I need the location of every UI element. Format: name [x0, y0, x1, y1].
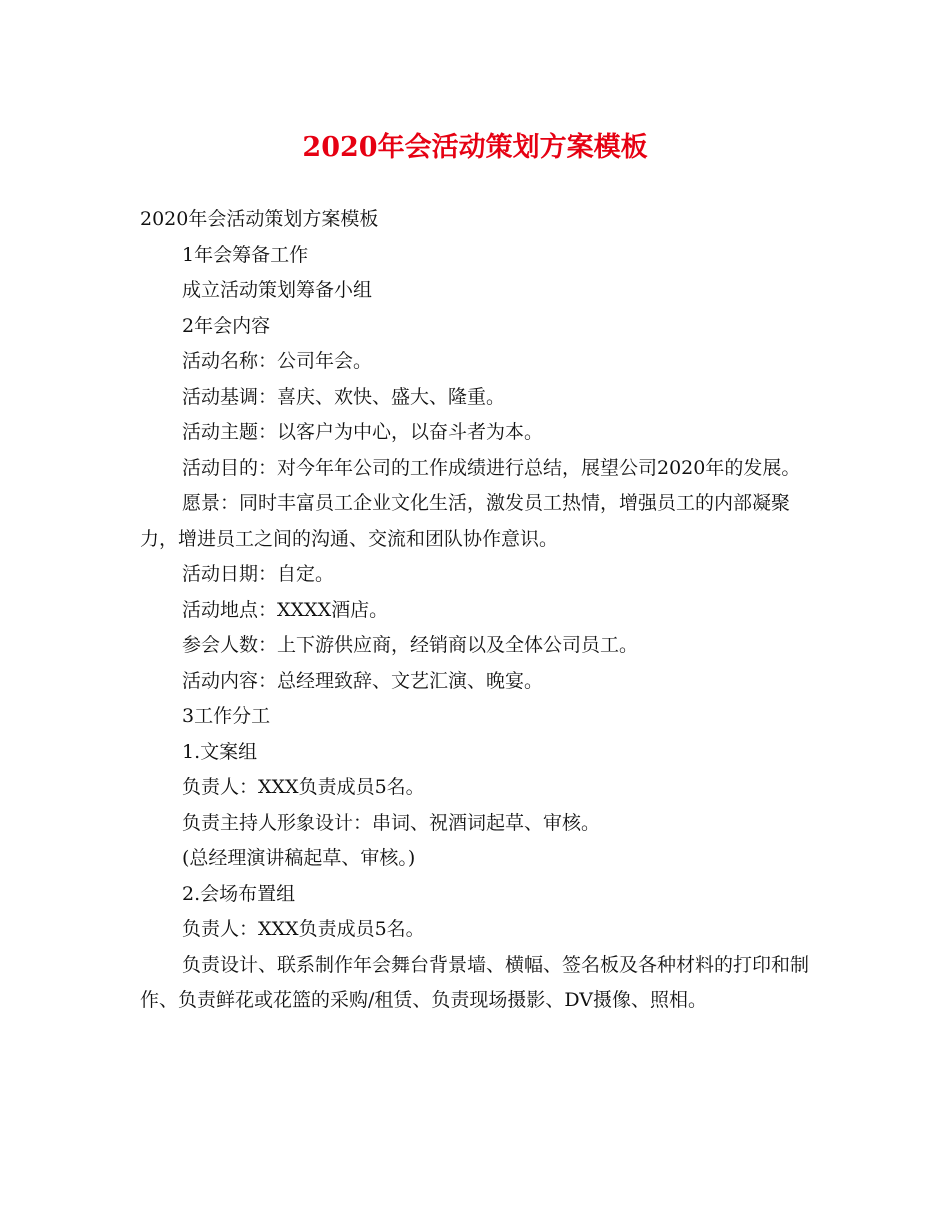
paragraph: 愿景：同时丰富员工企业文化生活，激发员工热情，增强员工的内部凝聚力，增进员工之间的沟通、交流和团队协作意识。: [140, 492, 791, 550]
paragraph: 负责人：XXX负责成员5名。: [182, 776, 425, 798]
paragraph: 活动基调：喜庆、欢快、盛大、隆重。: [182, 385, 506, 408]
paragraph: 2020年会活动策划方案模板: [140, 208, 379, 230]
paragraph: 1年会筹备工作: [182, 243, 309, 266]
paragraph: 2年会内容: [182, 314, 271, 337]
paragraph: 活动名称：公司年会。: [182, 350, 373, 372]
paragraph: 活动主题：以客户为中心，以奋斗者为本。: [182, 421, 544, 443]
paragraph: 负责设计、联系制作年会舞台背景墙、横幅、签名板及各种材料的打印和制作、负责鲜花或花篮的采购/租赁、负责现场摄影、DV摄像、照相。: [140, 953, 810, 1011]
paragraph: 成立活动策划筹备小组: [182, 279, 373, 301]
paragraph: 负责主持人形象设计：串词、祝酒词起草、审核。: [182, 811, 601, 834]
paragraph: 活动内容：总经理致辞、文艺汇演、晚宴。: [182, 669, 544, 692]
paragraph: 负责人：XXX负责成员5名。: [182, 918, 425, 940]
paragraph: 活动地点：XXXX酒店。: [182, 598, 389, 621]
paragraph: 活动日期：自定。: [182, 563, 335, 585]
document-title: 2020年会活动策划方案模板: [302, 132, 648, 163]
paragraph: 活动目的：对今年年公司的工作成绩进行总结，展望公司2020年的发展。: [182, 456, 801, 479]
paragraph: 3工作分工: [182, 705, 271, 727]
paragraph: 参会人数：上下游供应商，经销商以及全体公司员工。: [182, 634, 639, 656]
document-body: [140, 202, 820, 1019]
paragraph: 1.文案组: [182, 740, 258, 763]
paragraph: (总经理演讲稿起草、审核。): [182, 847, 416, 869]
paragraph: 2.会场布置组: [182, 882, 296, 905]
